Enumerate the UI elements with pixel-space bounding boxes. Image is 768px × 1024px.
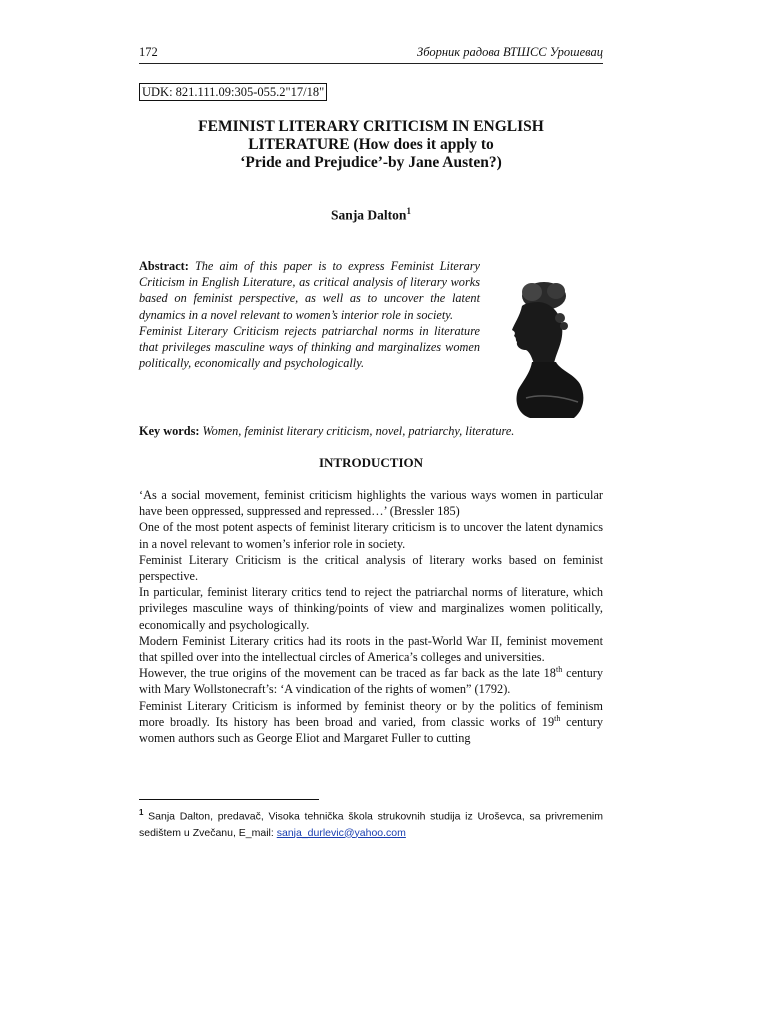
- section-heading-introduction: INTRODUCTION: [318, 455, 423, 470]
- abstract-label: Abstract:: [139, 259, 189, 273]
- ordinal-suffix: th: [554, 713, 561, 723]
- running-header: [139, 44, 603, 64]
- footnote-mark: 1: [139, 808, 144, 817]
- footnote-text: Sanja Dalton, predavač, Visoka tehnička škola strukovnih studija iz Uroševca, sa privremenim sedištem u Zvečanu, E_mail:: [139, 810, 603, 839]
- journal-title: Зборник радова ВТШСС Урошевац: [417, 45, 603, 59]
- intro-paragraph-6: [139, 665, 603, 697]
- keywords-label: Key words:: [139, 424, 200, 438]
- intro-paragraph-6-b: century with Mary Wollstonecraft’s: ‘A vindication of the rights of women” (1792).: [139, 666, 603, 697]
- author-name: Sanja Dalton: [331, 207, 407, 223]
- keywords-text: Women, feminist literary criticism, novel, patriarchy, literature.: [202, 424, 515, 438]
- email-link[interactable]: sanja_durlevic@yahoo.com: [276, 826, 406, 839]
- intro-paragraph-7-b: century women authors such as George Eliot and Margaret Fuller to cutting: [139, 714, 603, 746]
- footnote-divider: [139, 799, 319, 800]
- title-line-3: ‘Pride and Prejudice’-by Jane Austen?): [240, 154, 502, 171]
- intro-paragraph-2: One of the most potent aspects of feminist literary criticism is to uncover the latent dynamics in a novel relevant to women’s inferior role in society.: [139, 520, 603, 551]
- abstract-paragraph-1: [139, 258, 480, 323]
- intro-paragraph-4: In particular, feminist literary critics tend to reject the patriarchal norms of literature, which privileges masculine ways of thinking/points of view and marginalizes women politically, economically and psychologically.: [139, 585, 603, 632]
- footnote: [139, 805, 603, 841]
- page-number: 172: [139, 45, 158, 59]
- title-line-2: LITERATURE (How does it apply to: [248, 136, 494, 153]
- keywords: [139, 423, 603, 439]
- intro-paragraph-7: [139, 698, 603, 747]
- intro-paragraph-6-a: However, the true origins of the movement can be traced as far back as the late 18: [139, 666, 556, 681]
- abstract: [139, 258, 480, 371]
- introduction-body: [139, 487, 603, 746]
- udk-code: UDK: 821.111.09:305-055.2"17/18": [139, 83, 327, 101]
- intro-paragraph-3: Feminist Literary Criticism is the critical analysis of literary works based on feminist perspective.: [139, 552, 603, 584]
- author: [139, 206, 603, 224]
- intro-paragraph-1: ‘As a social movement, feminist criticism highlights the various ways women in particular have been oppressed, suppressed and repressed…’ (Bressler 185): [139, 488, 603, 519]
- abstract-text-1: The aim of this paper is to express Feminist Literary Criticism in English Literature, as critical analysis of literary works based on feminist perspective, as well as to uncover the latent dynamics in a novel relevant to women’s interior role in society.: [139, 259, 481, 322]
- paper-title: [139, 118, 603, 172]
- portrait-silhouette-image: [500, 278, 594, 420]
- ordinal-suffix: th: [555, 665, 563, 675]
- intro-paragraph-5: Modern Feminist Literary critics had its roots in the past-World War II, feminist movement that spilled over into the intellectual circles of America’s colleges and universities.: [139, 633, 603, 665]
- title-line-1: FEMINIST LITERARY CRITICISM IN ENGLISH: [198, 118, 544, 135]
- abstract-text-2: Feminist Literary Criticism rejects patriarchal norms in literature that privileges masculine ways of thinking and marginalizes women politically, economically and psychologically.: [139, 323, 480, 371]
- intro-paragraph-7-a: Feminist Literary Criticism is informed by feminist theory or by the politics of feminism more broadly. Its history has been broad and varied, from classic works of 19: [139, 698, 603, 729]
- author-footnote-mark: 1: [406, 206, 411, 216]
